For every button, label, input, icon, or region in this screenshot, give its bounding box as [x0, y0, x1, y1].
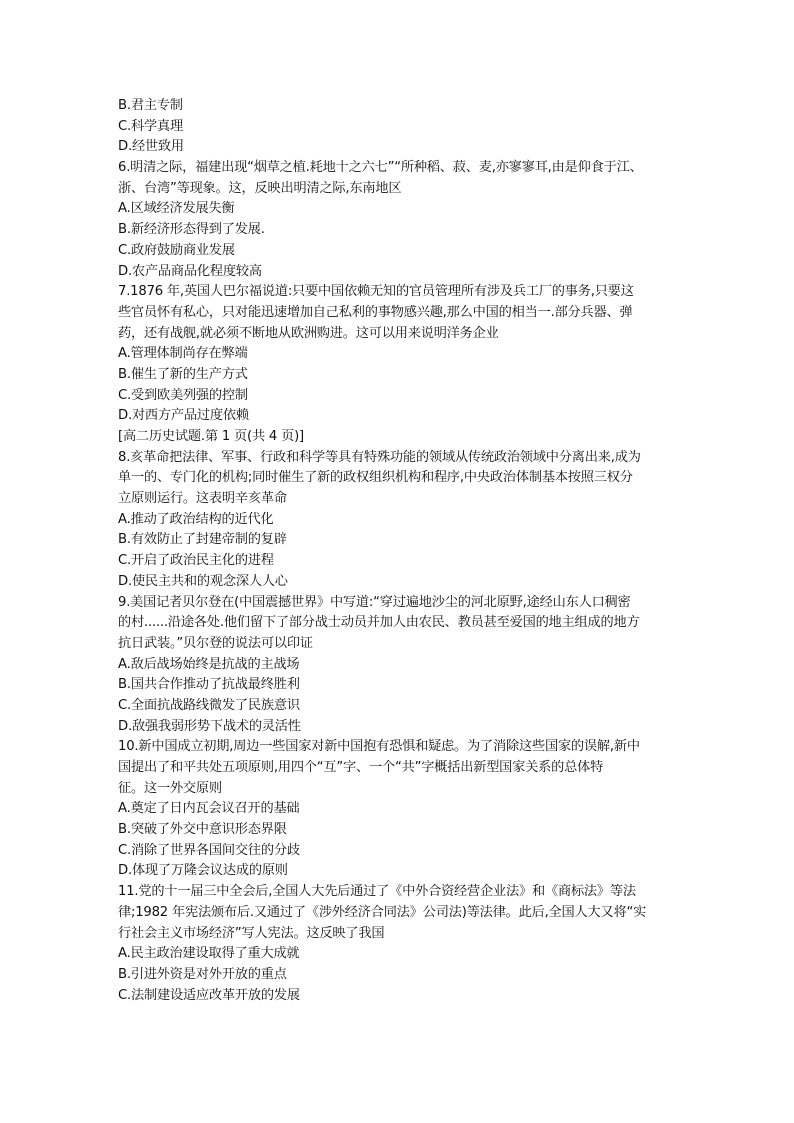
- text-line: A.区域经济发展失衡: [118, 201, 235, 217]
- text-line: D.对西方产品过度依赖: [118, 408, 249, 424]
- text-line: C.科学真理: [118, 118, 183, 134]
- text-line: C.开启了政治民主化的进程: [118, 553, 274, 569]
- text-line: 药，还有战舰,就必须不断地从欧洲购进。这可以用来说明洋务企业: [118, 325, 499, 341]
- text-line: B.君主专制: [118, 98, 183, 113]
- text-line: B.国共合作推动了抗战最终胜利: [118, 677, 300, 693]
- text-line: 些官员怀有私心，只对能迅速增加自己私利的事物感兴趣,那么中国的相当一.部分兵器、弹: [118, 304, 633, 320]
- text-line: D.敌强我弱形势下战术的灵活性: [118, 718, 301, 734]
- text-line: B.新经济形态得到了发展.: [118, 222, 265, 238]
- text-line: 浙、台湾”等现象。这，反映出明清之际,东南地区: [118, 180, 402, 196]
- text-line: D.农产品商品化程度较高: [118, 263, 262, 279]
- text-line: A.奠定了日内瓦会议召开的基础: [118, 801, 300, 817]
- text-line: D.体现了万隆会议达成的原则: [118, 863, 288, 879]
- text-line: C.全面抗战路线微发了民族意识: [118, 697, 300, 713]
- text-line: 国提出了和平共处五项原则,用四个“互”字、一个“共”字概括出新型国家关系的总体特: [118, 760, 604, 775]
- text-line: C.消除了世界各国间交往的分歧: [118, 842, 300, 858]
- text-line: [高二历史试题.第 1 页(共 4 页)]: [118, 429, 304, 444]
- text-line: B.突破了外交中意识形态界限: [118, 822, 287, 838]
- text-line: B.催生了新的生产方式: [118, 366, 248, 382]
- text-line: A.民主政治建设取得了重大成就: [118, 946, 300, 962]
- text-line: B.有效防止了封建帝制的复辟: [118, 532, 287, 548]
- text-line: 的村......沿途各处.他们留下了部分战士动员并加人由农民、教员甚至爱国的地主组成的地方: [118, 615, 640, 631]
- text-line: D.经世致用: [118, 139, 184, 155]
- text-line: 8.亥革命把法律、军事、行政和科学等具有特殊功能的领域从传统政治领域中分离出来,成为: [118, 449, 641, 465]
- text-line: 立原则运行。这表明辛亥革命: [118, 491, 287, 507]
- text-line: 单一的、专门化的机构;同时催生了新的政权组织机构和程序,中央政治体制基本按照三权分: [118, 470, 633, 486]
- text-line: 7.1876 年,英国人巴尔福说道:只要中国依赖无知的官员管理所有涉及兵工厂的事务,只要这: [118, 284, 634, 300]
- text-line: 征。这一外交原则: [118, 780, 222, 796]
- text-line: 抗日武装。”贝尔登的说法可以印证: [118, 635, 313, 651]
- text-line: C.法制建设适应改革开放的发展: [118, 987, 300, 1003]
- text-line: D.使民主共和的观念深人人心: [118, 573, 288, 589]
- text-line: 11.党的十一届三中全会后,全国人大先后通过了《中外合资经营企业法》和《商标法》等法: [118, 884, 636, 900]
- text-line: 9.美国记者贝尔登在(中国震撼世界》中写道:“穿过遍地沙尘的河北原野,途经山东人口稠密: [118, 594, 631, 610]
- text-line: A.敌后战场始终是抗战的主战场: [118, 656, 300, 672]
- text-line: 律;1982 年宪法颁布后.又通过了《涉外经济合同法》公司法)等法律。此后,全国人大又将“实: [118, 904, 647, 920]
- text-line: 行社会主义市场经济”写人宪法。这反映了我国: [118, 925, 385, 941]
- text-line: 6.明清之际，福建出现“烟草之植.耗地十之六七”“所种稻、菽、麦,亦寥寥耳,由是仰食于江、: [118, 160, 643, 176]
- text-line: 10.新中国成立初期,周边一些国家对新中国抱有恐惧和疑虑。为了消除这些国家的误解,新中: [118, 739, 640, 755]
- text-line: C.政府鼓励商业发展: [118, 242, 235, 258]
- text-line: C.受到欧美列强的控制: [118, 387, 248, 403]
- text-line: A.管理体制尚存在弊端: [118, 346, 248, 362]
- text-line: B.引进外资是对外开放的重点: [118, 966, 287, 982]
- text-line: A.推动了政治结构的近代化: [118, 511, 274, 527]
- exam-page: [118, 96, 684, 1006]
